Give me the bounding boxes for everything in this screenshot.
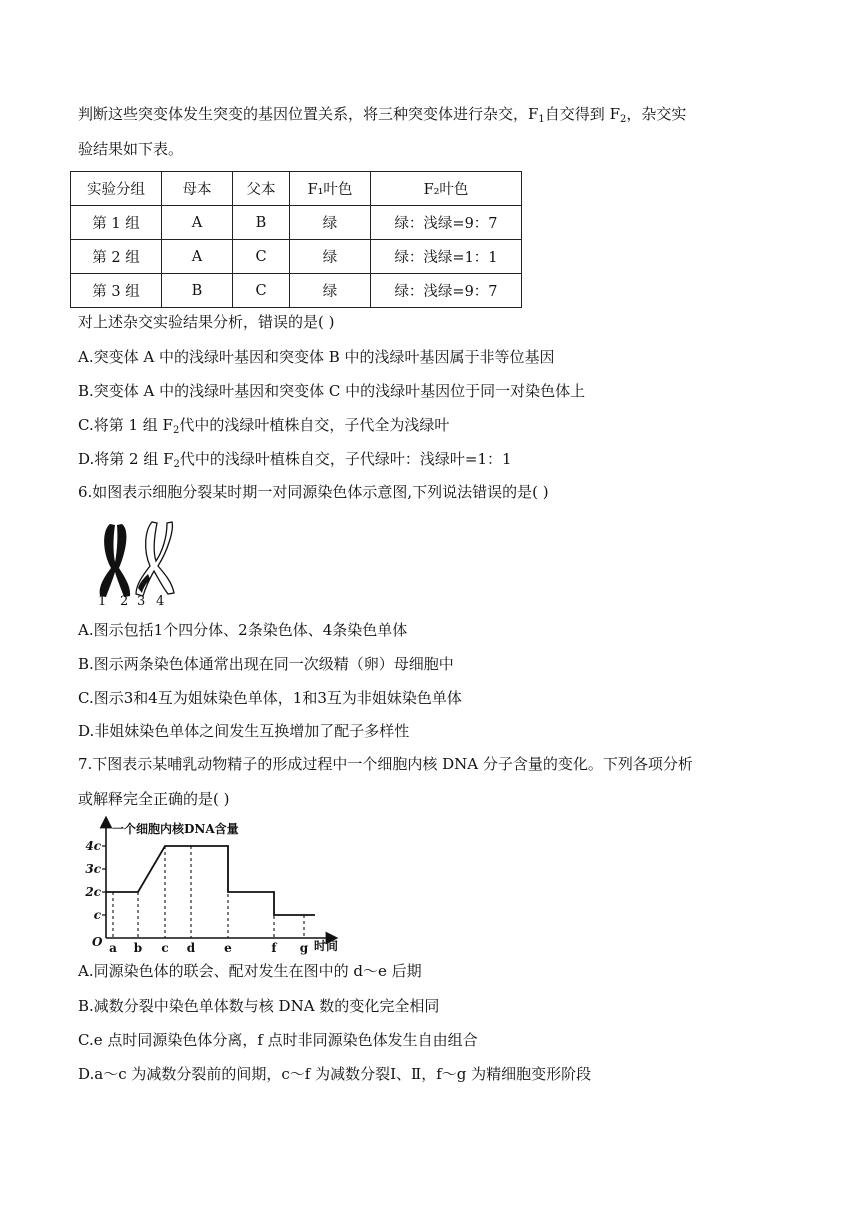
x-axis-label: 时间 <box>314 939 339 953</box>
table-cell: 第 2 组 <box>71 240 162 274</box>
x-tick-label: b <box>133 941 143 955</box>
table-header-cell: 母本 <box>162 172 233 206</box>
table-row <box>71 274 522 308</box>
figure-label: 1 <box>98 594 107 609</box>
table-cell: 绿：浅绿=9：7 <box>371 274 522 308</box>
q6-option-d: D.非姐妹染色单体之间发生互换增加了配子多样性 <box>78 722 410 740</box>
intro-line-1: 判断这些突变体发生突变的基因位置关系，将三种突变体进行杂交，$F_1$自交得到 $F_2$，杂交实 <box>78 105 687 125</box>
chromosome-dark <box>100 524 130 597</box>
table-header-cell: F₂叶色 <box>371 172 522 206</box>
x-tick-label: f <box>271 941 277 955</box>
q5-option-b: B.突变体 A 中的浅绿叶基因和突变体 C 中的浅绿叶基因位于同一对染色体上 <box>78 382 586 400</box>
x-tick-label: e <box>224 941 232 955</box>
q6-option-b: B.图示两条染色体通常出现在同一次级精（卵）母细胞中 <box>78 655 454 673</box>
figure-label: 4 <box>156 594 165 609</box>
q7-stem-line-2: 或解释完全正确的是( ) <box>78 790 230 808</box>
table-row <box>71 206 522 240</box>
table-cell: 第 3 组 <box>71 274 162 308</box>
table-cell: A <box>162 240 233 274</box>
q7-option-b: B.减数分裂中染色单体数与核 DNA 数的变化完全相同 <box>78 997 440 1015</box>
q5-option-c: C.将第 1 组 $F_2$代中的浅绿叶植株自交，子代全为浅绿叶 <box>78 416 450 436</box>
intro-line-2: 验结果如下表。 <box>78 140 184 158</box>
q7-option-c: C.e 点时同源染色体分离，f 点时非同源染色体发生自由组合 <box>78 1031 478 1049</box>
q6-stem: 6.如图表示细胞分裂某时期一对同源染色体示意图,下列说法错误的是( ) <box>78 483 549 501</box>
table-header-cell: F₁叶色 <box>290 172 371 206</box>
q5-option-a: A.突变体 A 中的浅绿叶基因和突变体 B 中的浅绿叶基因属于非等位基因 <box>78 348 555 366</box>
y-tick-label: 3c <box>85 862 101 876</box>
table-header-row <box>71 172 522 206</box>
dna-series-line <box>106 846 315 915</box>
q7-option-a: A.同源染色体的联会、配对发生在图中的 d～e 后期 <box>78 962 422 980</box>
table-cell: A <box>162 206 233 240</box>
y-tick-label: 4c <box>85 839 101 853</box>
table-cell: 绿 <box>290 206 371 240</box>
q6-option-a: A.图示包括1个四分体、2条染色体、4条染色单体 <box>78 621 408 639</box>
table-row <box>71 240 522 274</box>
chart-origin: O <box>92 935 103 949</box>
y-tick-label: 2c <box>85 885 101 899</box>
x-tick-label: d <box>186 941 196 955</box>
x-tick-label: c <box>161 941 169 955</box>
q5-option-d: D.将第 2 组 $F_2$代中的浅绿叶植株自交，子代绿叶：浅绿叶=1：1 <box>78 450 512 470</box>
table-cell: 绿：浅绿=1：1 <box>371 240 522 274</box>
cross-results-table <box>70 171 522 308</box>
y-tick-label: c <box>93 908 101 922</box>
q7-stem-line-1: 7.下图表示某哺乳动物精子的形成过程中一个细胞内核 DNA 分子含量的变化。下列各项分析 <box>78 755 693 773</box>
figure-label: 2 <box>120 594 129 609</box>
table-cell: 绿 <box>290 274 371 308</box>
chromosome-light <box>136 522 174 596</box>
table-cell: 绿 <box>290 240 371 274</box>
q7-option-d: D.a～c 为减数分裂前的间期，c～f 为减数分裂Ⅰ、Ⅱ，f～g 为精细胞变形阶段 <box>78 1065 592 1083</box>
x-tick-label: g <box>299 941 309 955</box>
table-cell: C <box>233 274 290 308</box>
table-header-cell: 实验分组 <box>71 172 162 206</box>
q6-option-c: C.图示3和4互为姐妹染色单体，1和3互为非姐妹染色单体 <box>78 689 462 707</box>
dna-content-chart <box>85 818 358 958</box>
table-cell: B <box>233 206 290 240</box>
table-cell: C <box>233 240 290 274</box>
homologous-chromosome-figure <box>88 516 188 608</box>
table-cell: 第 1 组 <box>71 206 162 240</box>
table-cell: B <box>162 274 233 308</box>
x-tick-label: a <box>109 941 117 955</box>
table-header-cell: 父本 <box>233 172 290 206</box>
figure-label: 3 <box>137 594 146 609</box>
table-cell: 绿：浅绿=9：7 <box>371 206 522 240</box>
chart-title: 一个细胞内核DNA含量 <box>112 822 239 836</box>
q5-stem: 对上述杂交实验结果分析，错误的是( ) <box>78 313 335 331</box>
